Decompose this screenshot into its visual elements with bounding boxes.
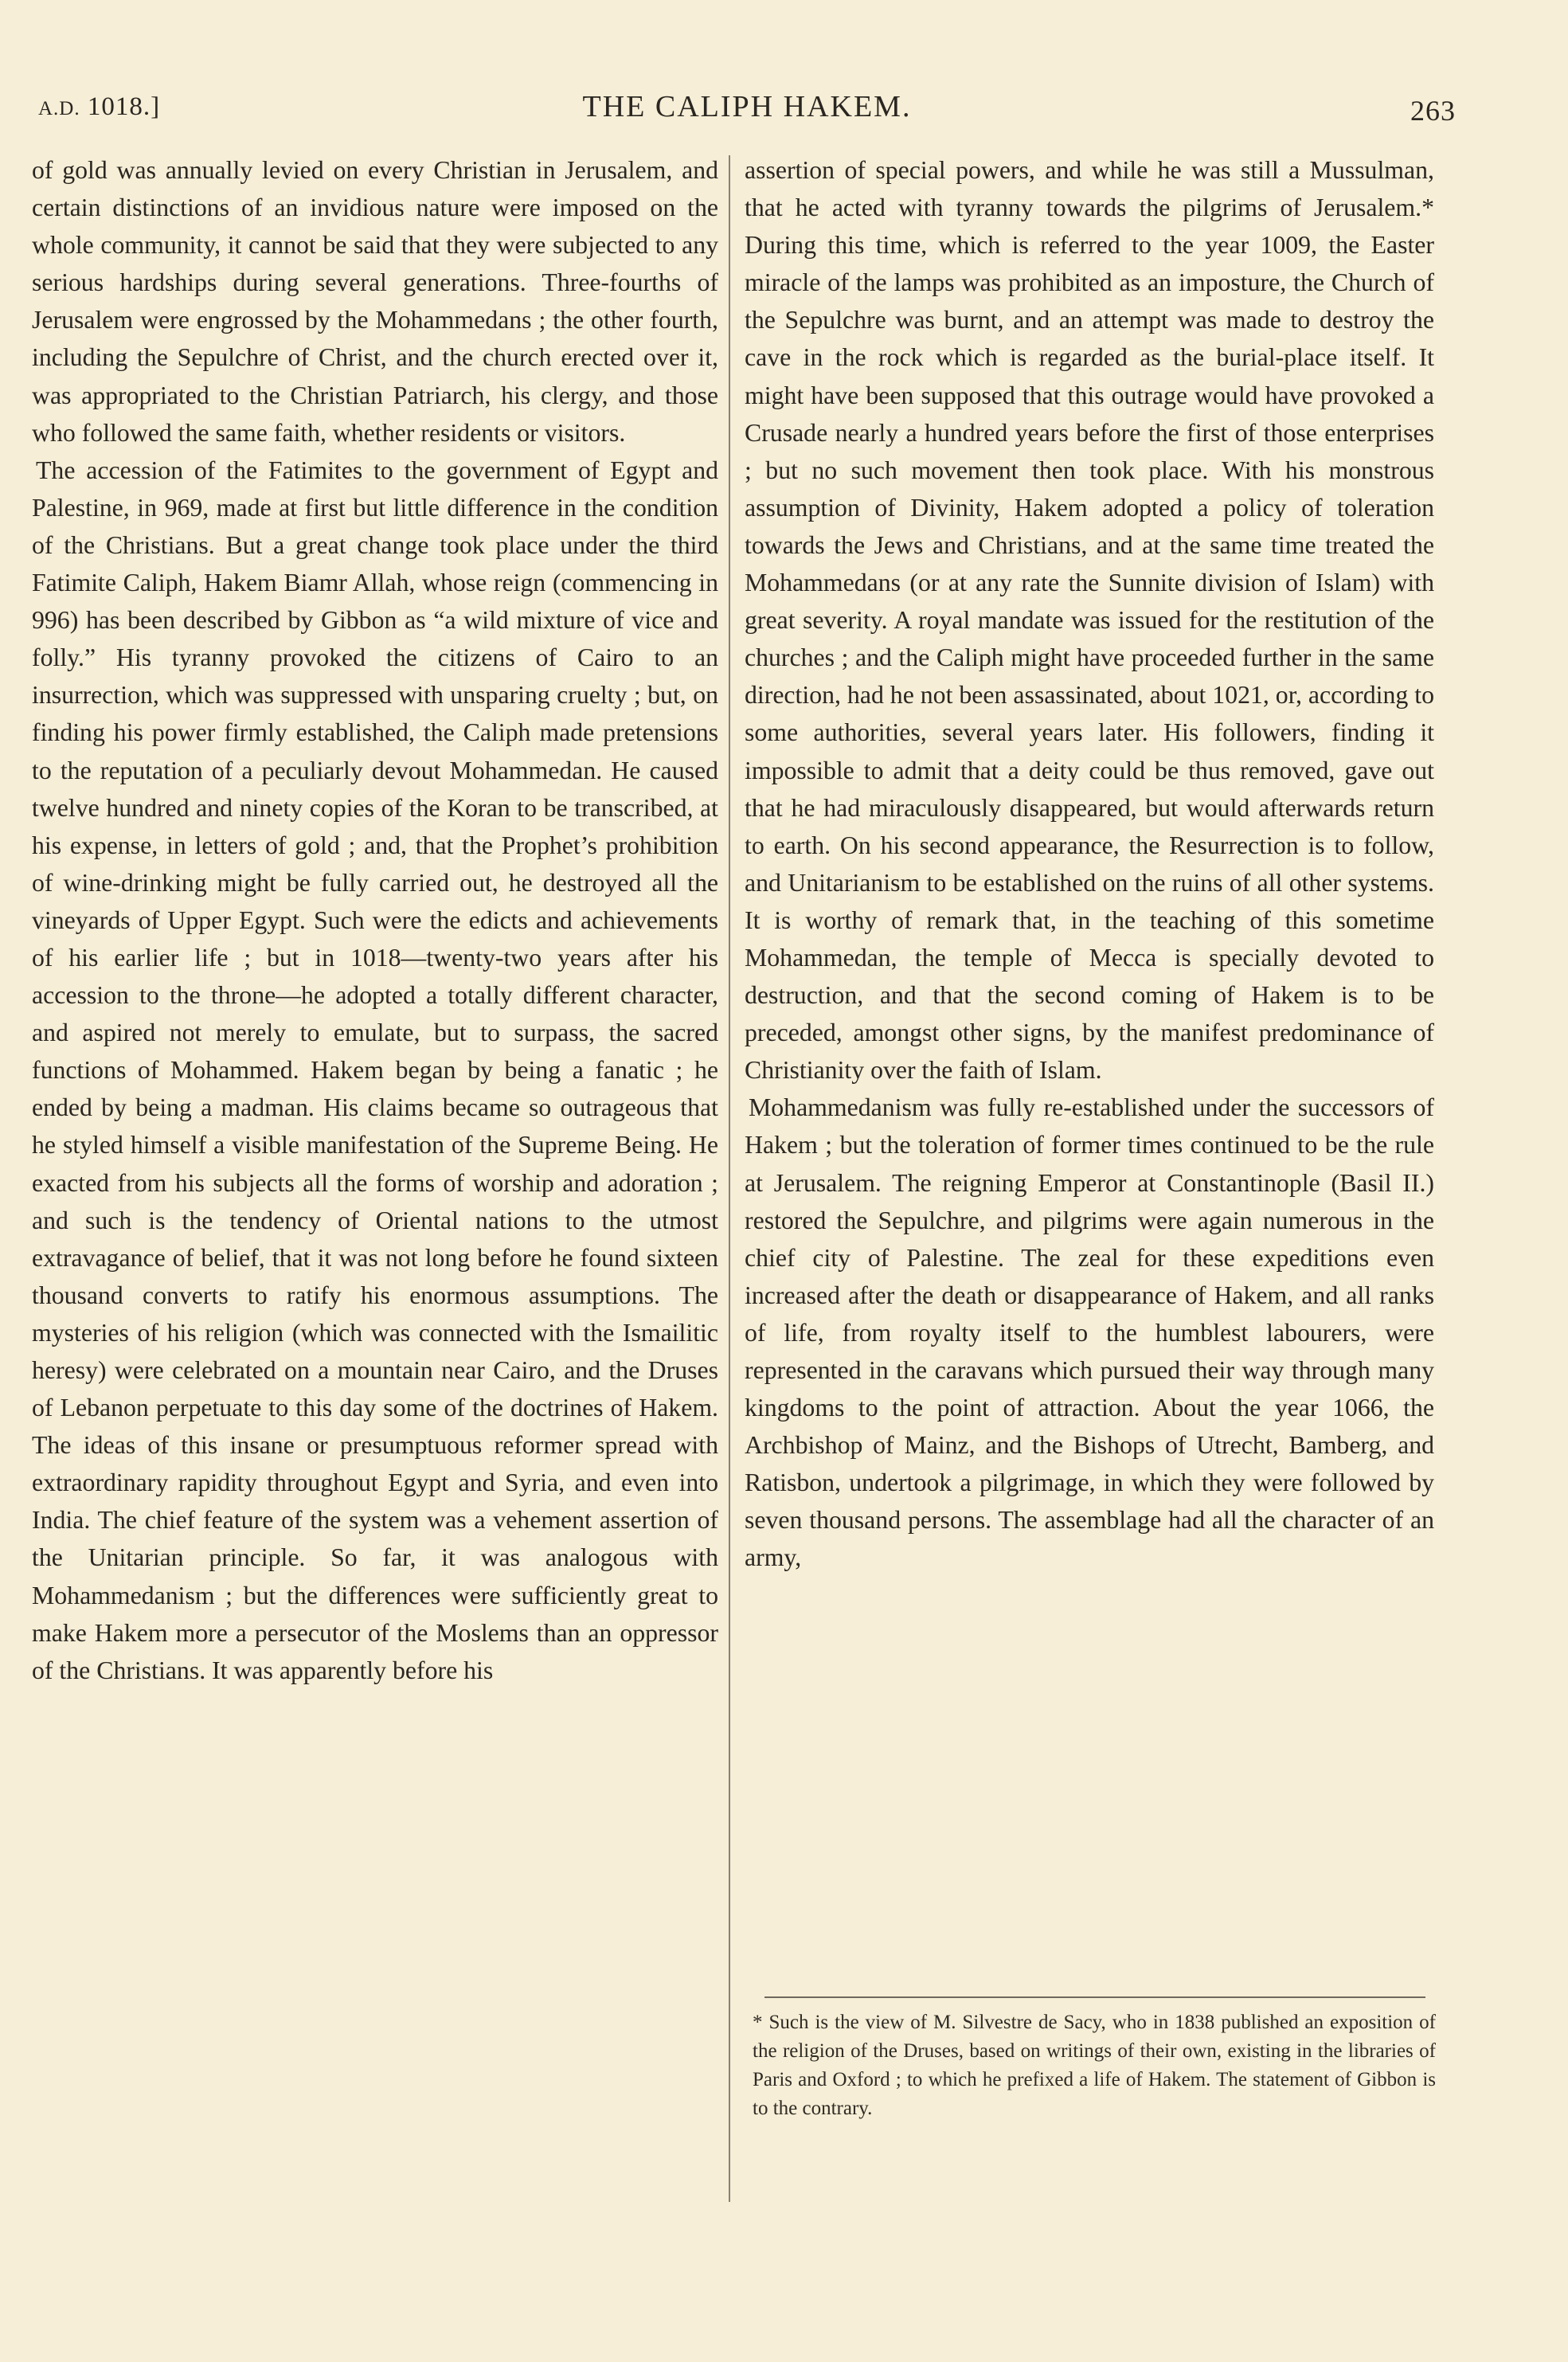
right-paragraph-2: Mohammedanism was fully re-established under the successors of Hakem ; but the toleration of former times continued to be the rule at Jerusalem. The reigning Emperor at Constantinople (Basil II.) restored the Sepulchre, and pilgrims were again numerous in the chief city of Palestine. The zeal for these expeditions even increased after the death or disappearance of Hakem, and all ranks of life, from royalty itself to the humblest labourers, were represented in the caravans which pursued their way through many kingdoms to the point of attraction. About the year 1066, the Archbishop of Mainz, and the Bishops of Utrecht, Bamberg, and Ratisbon, undertook a pilgrimage, in which they were followed by seven thousand persons. The assemblage had all the character of an army, — [745, 1093, 1434, 1572]
right-column — [745, 151, 1434, 1577]
header-year: 1018.] — [87, 92, 161, 121]
page-number: 263 — [1410, 95, 1456, 127]
header-title: THE CALIPH HAKEM. — [582, 90, 912, 123]
left-paragraph-1: of gold was annually levied on every Christian in Jerusalem, and certain distinctions of an invidious nature were imposed on the whole community, it cannot be said that they were subjected to any serious hardships during several generations. Three-fourths of Jerusalem were engrossed by the Mohammedans ; the other fourth, including the Sepulchre of Christ, and the church erected over it, was appropriated to the Christian Patriarch, his clergy, and those who followed the same faith, whether residents or visitors. — [32, 156, 718, 447]
running-header — [38, 89, 1456, 137]
footnote: * Such is the view of M. Silvestre de Sacy, who in 1838 published an exposition of the religion of the Druses, based on writings of their own, existing in the libraries of Paris and Oxford ; to which he prefixed a life of Hakem. The statement of Gibbon is to the contrary. — [753, 2012, 1436, 2119]
left-paragraph-2: The accession of the Fatimites to the government of Egypt and Palestine, in 969, made at first but little difference in the condition of the Christians. But a great change took place under the third Fatimite Caliph, Hakem Biamr Allah, whose reign (commencing in 996) has been described by Gibbon as “a wild mixture of vice and folly.” His tyranny provoked the citizens of Cairo to an insurrection, which was suppressed with unsparing cruelty ; but, on finding his power firmly established, the Caliph made pretensions to the reputation of a peculiarly devout Mohammedan. He caused twelve hundred and ninety copies of the Koran to be transcribed, at his expense, in letters of gold ; and, that the Prophet’s prohibition of wine-drinking might be fully carried out, he destroyed all the vineyards of Upper Egypt. Such were the edicts and achievements of his earlier life ; but in 1018—twenty-two years after his accession to the throne—he adopted a totally different character, and aspired not merely to emulate, but to surpass, the sacred functions of Mohammed. Hakem began by being a fanatic ; he ended by being a madman. His claims became so outrageous that he styled himself a visible manifestation of the Supreme Being. He exacted from his subjects all the forms of worship and adoration ; and such is the tendency of Oriental nations to the utmost extravagance of belief, that it was not long before he found sixteen thousand converts to ratify his enormous assumptions. The mysteries of his religion (which was connected with the Ismailitic heresy) were celebrated on a mountain near Cairo, and the Druses of Lebanon perpetuate to this day some of the doctrines of Hakem. The ideas of this insane or presumptuous reformer spread with extraordinary rapidity throughout Egypt and Syria, and even into India. The chief feature of the system was a vehement assertion of the Unitarian principle. So far, it was analogous with Mohammedanism ; but the differences were sufficiently great to make Hakem more a persecutor of the Moslems than an oppressor of the Christians. It was apparently before his — [32, 456, 718, 1684]
header-era: A.D. — [38, 98, 80, 119]
footnote-divider — [764, 1996, 1425, 1998]
right-paragraph-1: assertion of special powers, and while he was still a Mussulman, that he acted with tyranny towards the pilgrims of Jerusalem.* During this time, which is referred to the year 1009, the Easter miracle of the lamps was prohibited as an imposture, the Church of the Sepulchre was burnt, and an attempt was made to destroy the cave in the rock which is regarded as the burial-place itself. It might have been supposed that this outrage would have provoked a Crusade nearly a hundred years before the first of those enterprises ; but no such movement then took place. With his monstrous assumption of Divinity, Hakem adopted a policy of toleration towards the Jews and Christians, and at the same time treated the Mohammedans (or at any rate the Sunnite division of Islam) with great severity. A royal mandate was issued for the restitution of the churches ; and the Caliph might have proceeded further in the same direction, had he not been assassinated, about 1021, or, according to some authorities, several years later. His followers, finding it impossible to admit that a deity could be thus removed, gave out that he had miraculously disappeared, but would afterwards return to earth. On his second appearance, the Resurrection is to follow, and Unitarianism to be established on the ruins of all other systems. It is worthy of remark that, in the teaching of this sometime Mohammedan, the temple of Mecca is specially devoted to destruction, and that the second coming of Hakem is to be preceded, amongst other signs, by the manifest predominance of Christianity over the faith of Islam. — [745, 156, 1434, 1085]
left-column — [32, 151, 718, 1689]
column-divider — [729, 155, 730, 2202]
